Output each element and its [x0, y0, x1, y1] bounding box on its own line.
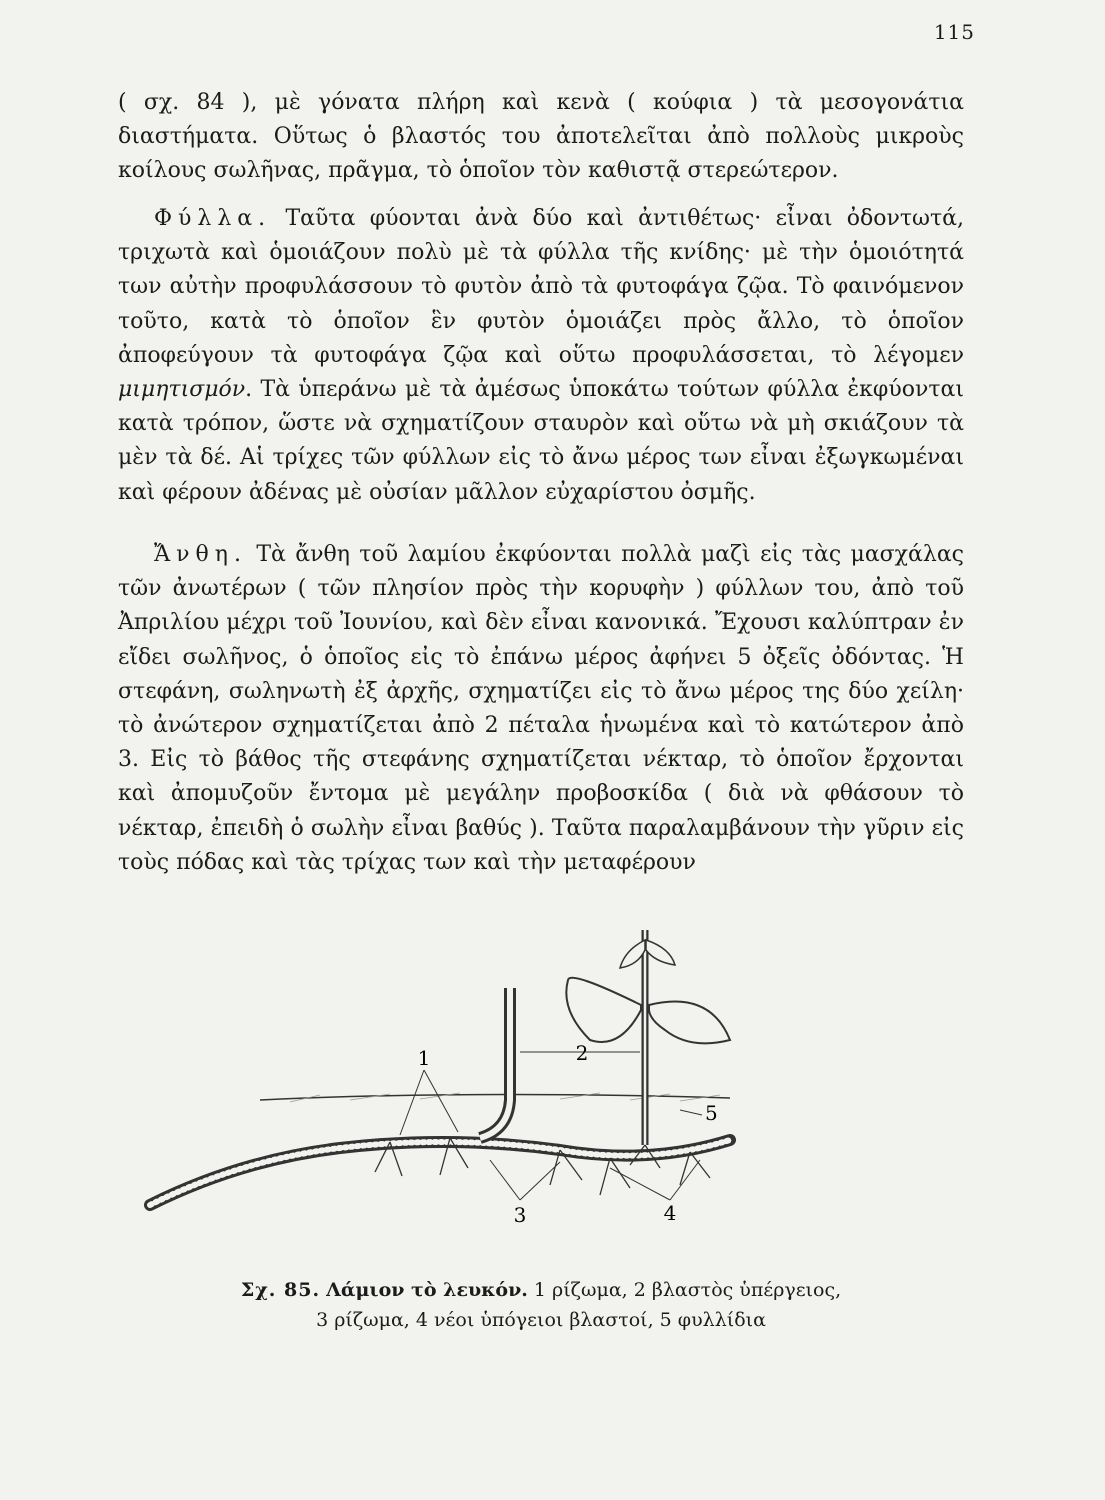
figure-caption-line-2: 3 ρίζωμα, 4 νέοι ὑπόγειοι βλαστοί, 5 φυλλίδια — [316, 1309, 766, 1331]
plant-illustration — [90, 910, 850, 1230]
paragraph-text: Ταῦτα φύονται ἀνὰ δύο καὶ ἀντιθέτως· εἶναι ὀδοντωτά, τριχωτὰ καὶ ὁμοιάζουν πολὺ μὲ τὰ φύλλα τῆς κνίδης· μὲ τὴν ὁμοιότητά των αὐτὴν προφυλάσσουν τὸ φυτὸν ἀπὸ τὰ φυτοφάγα ζῷα. Τὸ φαινόμενον τοῦτο, κατὰ τὸ ὁποῖον ἓν φυτὸν ὁμοιάζει πρὸς ἄλλο, τὸ ὁποῖον ἀποφεύγουν τὰ φυτοφάγα ζῷα καὶ οὕτω προφυλάσσεται, τὸ λέγομεν — [118, 206, 964, 368]
figure-label-2: 2 — [575, 1041, 589, 1065]
section-heading-flowers: Ἄνθη. — [154, 542, 247, 567]
term-mimicry: μιμητισμόν — [118, 377, 246, 403]
section-heading-leaves: Φύλλα. — [154, 206, 272, 231]
page-number: 115 — [933, 20, 975, 44]
caption-text: 1 ρίζωμα, 2 βλαστὸς ὑπέργειος, — [527, 1279, 842, 1301]
leader-lines — [400, 1052, 702, 1200]
figure-label-1: 1 — [417, 1046, 431, 1070]
figure-label-4: 4 — [663, 1201, 677, 1225]
paragraph-text: Τὰ ἄνθη τοῦ λαμίου ἐκφύονται πολλὰ μαζὶ εἰς τὰς μασχάλας τῶν ἀνωτέρων ( τῶν πλησίον πρὸς τὴν κορυφὴν ) φύλλων του, ἀπὸ τοῦ Ἀπριλίου μέχρι τοῦ Ἰουνίου, καὶ δὲν εἶναι κανονικά. Ἔχουσι καλύπτραν ἐν εἴδει σωλῆνος, ὁ ὁποῖος εἰς τὸ ἐπάνω μέρος ἀφήνει 5 ὀξεῖς ὀδόντας. Ἡ στεφάνη, σωληνωτὴ ἐξ ἀρχῆς, σχηματίζει εἰς τὸ ἄνω μέρος της δύο χείλη· τὸ ἀνώτερον σχηματίζεται ἀπὸ 2 πέταλα ἡνωμένα καὶ τὸ κατώτερον ἀπὸ 3. Εἰς τὸ βάθος τῆς στεφάνης σχηματίζεται νέκταρ, τὸ ὁποῖον ἔρχονται καὶ ἀπομυζοῦν ἔντομα μὲ μεγάλην προβοσκίδα ( διὰ νὰ φθάσουν τὸ νέκταρ, ἐπειδὴ ὁ σωλὴν εἶναι βαθύς ). Ταῦτα παραλαμβάνουν τὴν γῦριν εἰς τοὺς πόδας καὶ τὰς τρίχας των καὶ τὴν μεταφέρουν — [118, 542, 964, 875]
leaf-right — [649, 1002, 730, 1044]
paragraph-stem — [118, 86, 964, 189]
figure-label-3: 3 — [513, 1203, 527, 1227]
paragraph-text: ( σχ. 84 ), μὲ γόνατα πλήρη καὶ κενὰ ( κούφια ) τὰ μεσογονάτια διαστήματα. Οὕτως ὁ βλαστός του ἀποτελεῖται ἀπὸ πολλοὺς μικροὺς κοίλους σωλῆνας, πρᾶγμα, τὸ ὁποῖον τὸν καθιστᾷ στερεώτερον. — [118, 90, 964, 184]
paragraph-flowers — [118, 538, 964, 880]
leaf-left — [566, 978, 641, 1042]
paragraph-text: . Τὰ ὑπεράνω μὲ τὰ ἀμέσως ὑποκάτω τούτων φύλλα ἐκφύονται κατὰ τρόπον, ὥστε νὰ σχηματίζουν σταυρὸν καὶ οὕτω νὰ μὴ σκιάζουν τὰ μὲν τὰ δέ. Αἱ τρίχες τῶν φύλλων εἰς τὸ ἄνω μέρος των εἶναι ἐξωγκωμέναι καὶ φέρουν ἀδένας μὲ οὐσίαν μᾶλλον εὐχαρίστου ὀσμῆς. — [118, 377, 964, 505]
figure-caption-line-1 — [118, 1276, 964, 1304]
figure-label-5: 5 — [705, 1101, 718, 1125]
figure-title: Λάμιον τὸ λευκόν. — [326, 1279, 528, 1301]
figure-number: Σχ. 85. — [240, 1279, 321, 1301]
paragraph-leaves — [118, 202, 964, 510]
